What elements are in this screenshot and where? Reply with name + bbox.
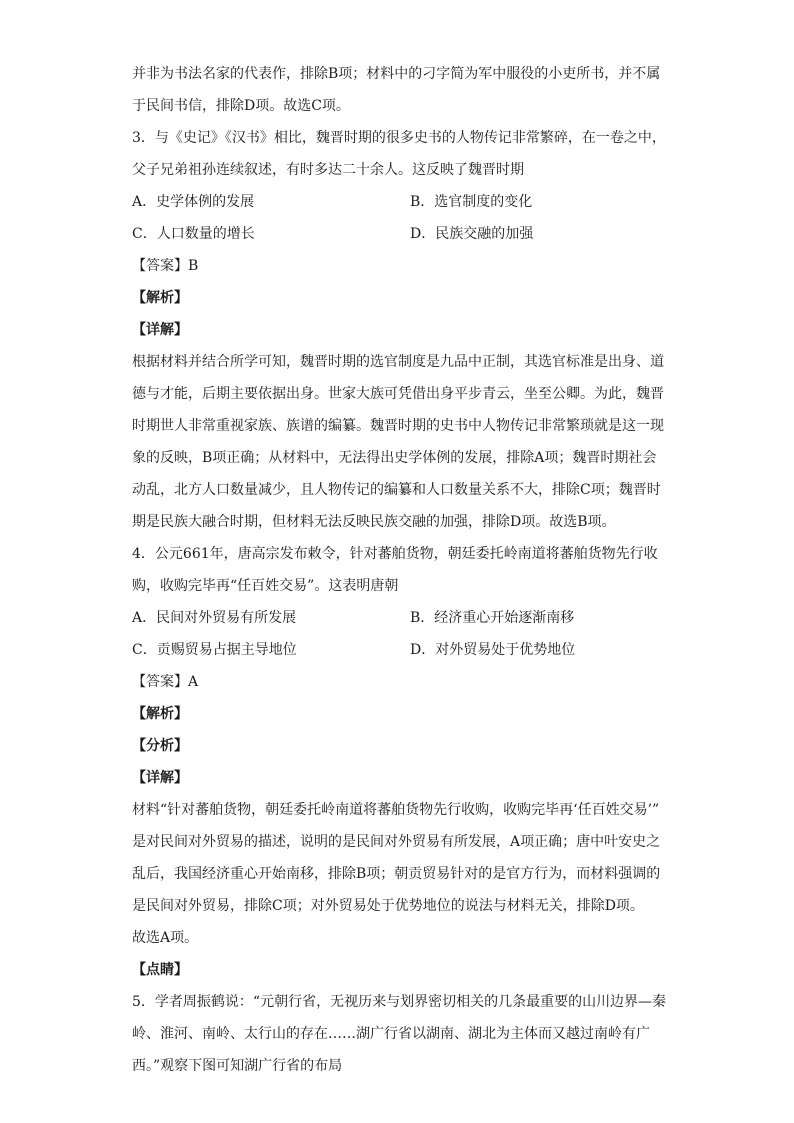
question-4-option-c: C．贡赐贸易占据主导地位 [132, 642, 297, 658]
question-4-explanation: 是对民间对外贸易的描述，说明的是民间对外贸易有所发展，A项正确；唐中叶安史之 [132, 834, 661, 850]
question-3-detail-heading: 【详解】 [132, 322, 188, 338]
question-5-stem: 西。”观察下图可知湖广行省的布局 [132, 1058, 343, 1074]
question-4-explanation: 是民间对外贸易，排除C项；对外贸易处于优势地位的说法与材料无关，排除D项。 [132, 898, 644, 914]
question-4-fenxi-heading: 【分析】 [132, 738, 188, 754]
question-4-analysis-heading: 【解析】 [132, 706, 188, 722]
question-3-option-b: B．选官制度的变化 [410, 194, 533, 210]
question-4-stem: 购，收购完毕再“任百姓交易”。这表明唐朝 [132, 578, 399, 594]
question-3-explanation: 德与才能，后期主要依据出身。世家大族可凭借出身平步青云，坐至公卿。为此，魏晋 [132, 386, 664, 402]
question-4-explanation: 乱后，我国经济重心开始南移，排除B项；朝贡贸易针对的是官方行为，而材料强调的 [132, 866, 661, 882]
question-3-answer: 【答案】B [132, 258, 199, 274]
question-4-option-a: A．民间对外贸易有所发展 [132, 610, 297, 626]
question-3-option-d: D．民族交融的加强 [410, 226, 534, 242]
question-3-explanation: 象的反映，B项正确；从材料中，无法得出史学体例的发展，排除A项；魏晋时期社会 [132, 450, 657, 466]
question-5-stem: 5．学者周振鹤说：“元朝行省，无视历来与划界密切相关的几条最重要的山川边界—秦 [132, 994, 667, 1010]
question-4-option-b: B．经济重心开始逐渐南移 [410, 610, 575, 626]
question-4-detail-heading: 【详解】 [132, 770, 188, 786]
question-3-explanation: 根据材料并结合所学可知，魏晋时期的选官制度是九品中正制，其选官标准是出身、道 [132, 354, 664, 370]
question-3-explanation: 时期世人非常重视家族、族谱的编纂。魏晋时期的史书中人物传记非常繁琐就是这一现 [132, 418, 664, 434]
question-3-stem: 父子兄弟祖孙连续叙述，有时多达二十余人。这反映了魏晋时期 [132, 162, 524, 178]
question-4-stem: 4．公元661年，唐高宗发布敕令，针对蕃舶货物，朝廷委托岭南道将蕃舶货物先行收 [132, 546, 658, 562]
question-3-option-c: C．人口数量的增长 [132, 226, 255, 242]
question-3-explanation: 动乱，北方人口数量减少，且人物传记的编纂和人口数量关系不大，排除C项；魏晋时 [132, 482, 661, 498]
question-3-analysis-heading: 【解析】 [132, 290, 188, 306]
question-3-stem: 3．与《史记》《汉书》相比，魏晋时期的很多史书的人物传记非常繁碎，在一卷之中， [132, 130, 666, 146]
question-3-explanation: 期是民族大融合时期，但材料无法反映民族交融的加强，排除D项。故选B项。 [132, 514, 616, 530]
text-line: 并非为书法名家的代表作，排除B项；材料中的刁字简为军中服役的小吏所书，并不属 [132, 66, 661, 82]
question-4-explanation: 材料“针对蕃舶货物，朝廷委托岭南道将蕃舶货物先行收购，收购完毕再‘任百姓交易’” [132, 802, 660, 818]
question-4-option-d: D．对外贸易处于优势地位 [410, 642, 576, 658]
question-4-dianjing-heading: 【点睛】 [132, 962, 188, 978]
question-4-explanation: 故选A项。 [132, 930, 199, 946]
question-4-answer: 【答案】A [132, 674, 199, 690]
question-5-stem: 岭、淮河、南岭、太行山的存在……湖广行省以湖南、湖北为主体而又越过南岭有广 [132, 1026, 650, 1042]
question-3-option-a: A．史学体例的发展 [132, 194, 255, 210]
text-line: 于民间书信，排除D项。故选C项。 [132, 98, 350, 114]
